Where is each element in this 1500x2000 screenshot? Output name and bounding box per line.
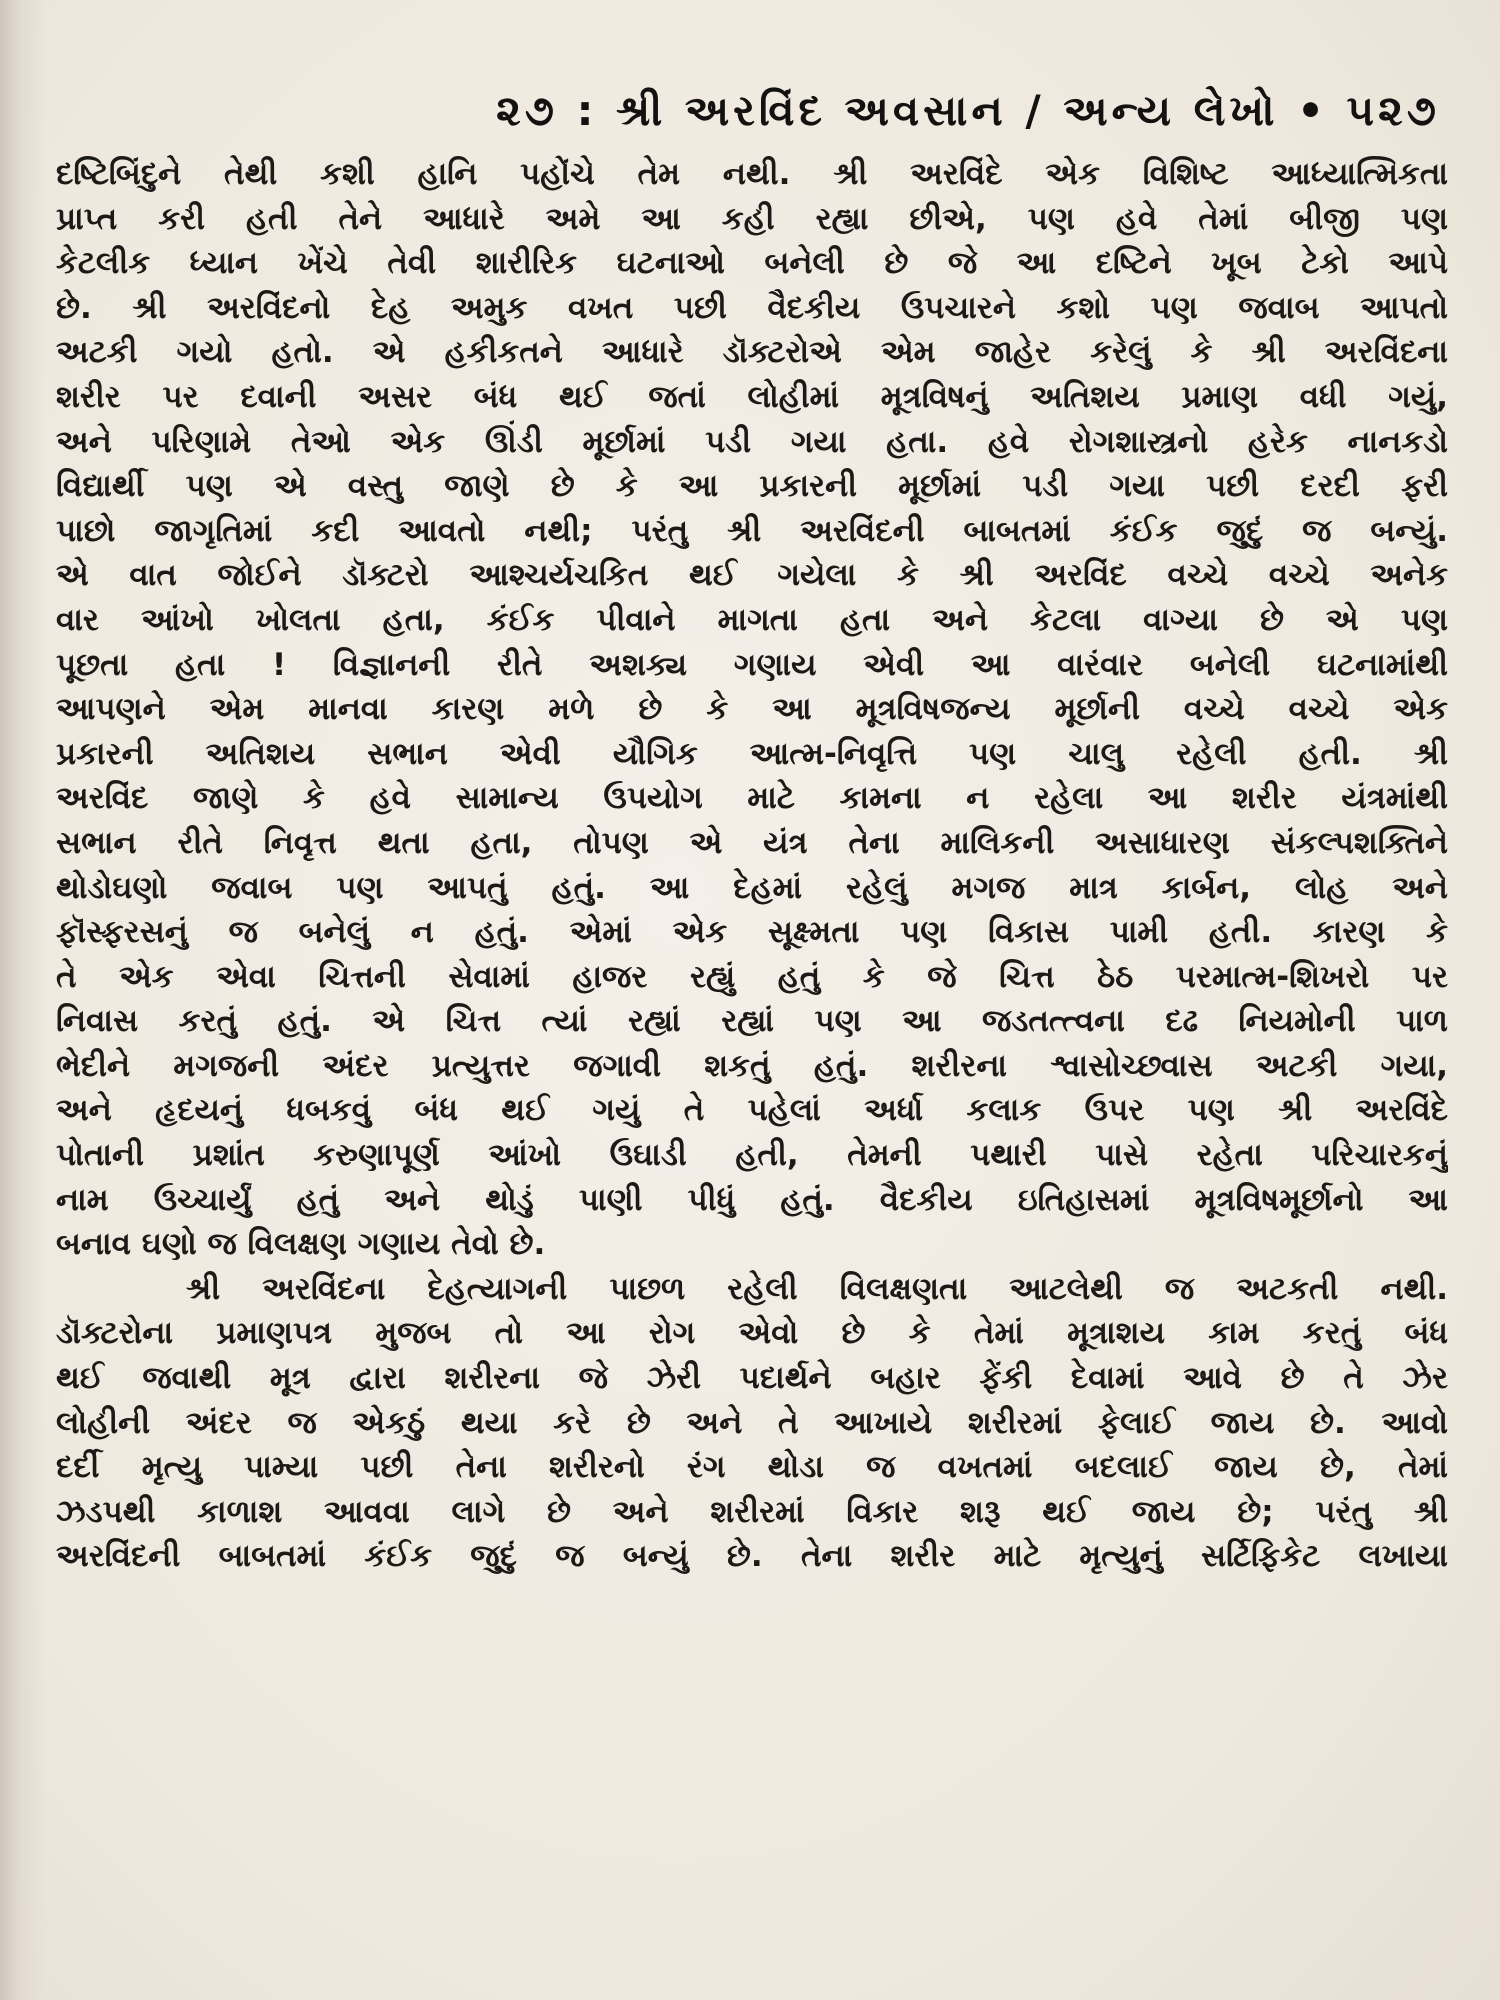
paragraph-start-line: શ્રી અરવિંદના દેહત્યાગની પાછળ રહેલી વિલક્ષણતા આટલેથી જ અટકતી નથી. xyxy=(186,1270,1448,1307)
text-line: લોહીની અંદર જ એકઠું થયા કરે છે અને તે આખાયે શરીરમાં ફેલાઈ જાય છે. આવો xyxy=(56,1404,1448,1441)
text-line: થોડોઘણો જવાબ પણ આપતું હતું. આ દેહમાં રહેલું મગજ માત્ર કાર્બન, લોહ અને xyxy=(56,869,1448,906)
text-line: અરવિંદ જાણે કે હવે સામાન્ય ઉપયોગ માટે કામના ન રહેલા આ શરીર યંત્રમાંથી xyxy=(56,780,1448,817)
text-line: નામ ઉચ્ચાર્યું હતું અને થોડું પાણી પીધું હતું. વૈદકીય ઇતિહાસમાં મૂત્રવિષમૂર્છાનો આ xyxy=(56,1181,1448,1218)
text-line: કેટલીક ધ્યાન ખેંચે તેવી શારીરિક ઘટનાઓ બનેલી છે જે આ દષ્ટિને ખૂબ ટેકો આપે xyxy=(56,245,1448,282)
body-text xyxy=(56,152,1448,1579)
text-line: પાછો જાગૃતિમાં કદી આવતો નથી; પરંતુ શ્રી અરવિંદની બાબતમાં કંઈક જુદું જ બન્યું. xyxy=(56,512,1448,549)
text-line: શરીર પર દવાની અસર બંધ થઈ જતાં લોહીમાં મૂત્રવિષનું અતિશય પ્રમાણ વધી ગયું, xyxy=(56,378,1448,415)
text-line: પ્રકારની અતિશય સભાન એવી યૌગિક આત્મ-નિવૃત્તિ પણ ચાલુ રહેલી હતી. શ્રી xyxy=(56,735,1448,772)
text-line: વિદ્યાર્થી પણ એ વસ્તુ જાણે છે કે આ પ્રકારની મૂર્છામાં પડી ગયા પછી દરદી ફરી xyxy=(56,468,1448,505)
text-line: પ્રાપ્ત કરી હતી તેને આધારે અમે આ કહી રહ્યા છીએ, પણ હવે તેમાં બીજી પણ xyxy=(56,200,1448,237)
text-line: છે. શ્રી અરવિંદનો દેહ અમુક વખત પછી વૈદકીય ઉપચારને કશો પણ જવાબ આપતો xyxy=(56,289,1448,326)
text-line: પૂછતા હતા ! વિજ્ઞાનની રીતે અશક્ય ગણાય એવી આ વારંવાર બનેલી ઘટનામાંથી xyxy=(56,646,1448,683)
text-line: સભાન રીતે નિવૃત્ત થતા હતા, તોપણ એ યંત્ર તેના માલિકની અસાધારણ સંકલ્પશક્તિને xyxy=(56,824,1448,861)
text-line: એ વાત જોઈને ડૉક્ટરો આશ્ચર્યચકિત થઈ ગયેલા કે શ્રી અરવિંદ વચ્ચે વચ્ચે અનેક xyxy=(56,557,1448,594)
text-line: ડૉક્ટરોના પ્રમાણપત્ર મુજબ તો આ રોગ એવો છે કે તેમાં મૂત્રાશય કામ કરતું બંધ xyxy=(56,1315,1448,1352)
paragraph-end-line: બનાવ ઘણો જ વિલક્ષણ ગણાય તેવો છે. xyxy=(56,1226,546,1263)
text-line: અરવિંદની બાબતમાં કંઈક જુદું જ બન્યું છે. તેના શરીર માટે મૃત્યુનું સર્ટિફિકેટ લખાયા xyxy=(56,1538,1448,1575)
text-line: દર્દી મૃત્યુ પામ્યા પછી તેના શરીરનો રંગ થોડા જ વખતમાં બદલાઈ જાય છે, તેમાં xyxy=(56,1449,1448,1486)
text-line: આપણને એમ માનવા કારણ મળે છે કે આ મૂત્રવિષજન્ય મૂર્છાની વચ્ચે વચ્ચે એક xyxy=(56,691,1448,728)
text-line: વાર આંખો ખોલતા હતા, કંઈક પીવાને માગતા હતા અને કેટલા વાગ્યા છે એ પણ xyxy=(56,601,1448,638)
text-line: ઝડપથી કાળાશ આવવા લાગે છે અને શરીરમાં વિકાર શરૂ થઈ જાય છે; પરંતુ શ્રી xyxy=(56,1493,1448,1530)
text-line: ફૉસ્ફરસનું જ બનેલું ન હતું. એમાં એક સૂક્ષ્મતા પણ વિકાસ પામી હતી. કારણ કે xyxy=(56,914,1448,951)
page-binding-shadow xyxy=(0,0,46,2000)
text-line: અને હૃદયનું ધબકવું બંધ થઈ ગયું તે પહેલાં અર્ધા કલાક ઉપર પણ શ્રી અરવિંદે xyxy=(56,1092,1448,1129)
text-line: નિવાસ કરતું હતું. એ ચિત્ત ત્યાં રહ્યાં રહ્યાં પણ આ જડતત્ત્વના દઢ નિયમોની પાળ xyxy=(56,1003,1448,1040)
text-line: અને પરિણામે તેઓ એક ઊંડી મૂર્છામાં પડી ગયા હતા. હવે રોગશાસ્ત્રનો હરેક નાનકડો xyxy=(56,423,1448,460)
text-line: તે એક એવા ચિત્તની સેવામાં હાજર રહ્યું હતું કે જે ચિત્ત ઠેઠ પરમાત્મ-શિખરો પર xyxy=(56,958,1448,995)
text-line: થઈ જવાથી મૂત્ર દ્વારા શરીરના જે ઝેરી પદાર્થને બહાર ફેંકી દેવામાં આવે છે તે ઝેર xyxy=(56,1360,1448,1397)
text-line: દષ્ટિબિંદુને તેથી કશી હાનિ પહોંચે તેમ નથી. શ્રી અરવિંદે એક વિશિષ્ટ આધ્યાત્મિકતા xyxy=(56,156,1448,192)
running-head: ૨૭ : શ્રી અરવિંદ અવસાન / અન્ય લેખો • ૫૨૭ xyxy=(496,86,1440,135)
text-line: અટકી ગયો હતો. એ હકીકતને આધારે ડૉક્ટરોએ એમ જાહેર કરેલું કે શ્રી અરવિંદના xyxy=(56,334,1448,371)
text-line: ભેદીને મગજની અંદર પ્રત્યુત્તર જગાવી શકતું હતું. શરીરના શ્વાસોચ્છ્વાસ અટકી ગયા, xyxy=(56,1047,1448,1084)
text-line: પોતાની પ્રશાંત કરુણાપૂર્ણ આંખો ઉઘાડી હતી, તેમની પથારી પાસે રહેતા પરિચારકનું xyxy=(56,1137,1448,1174)
